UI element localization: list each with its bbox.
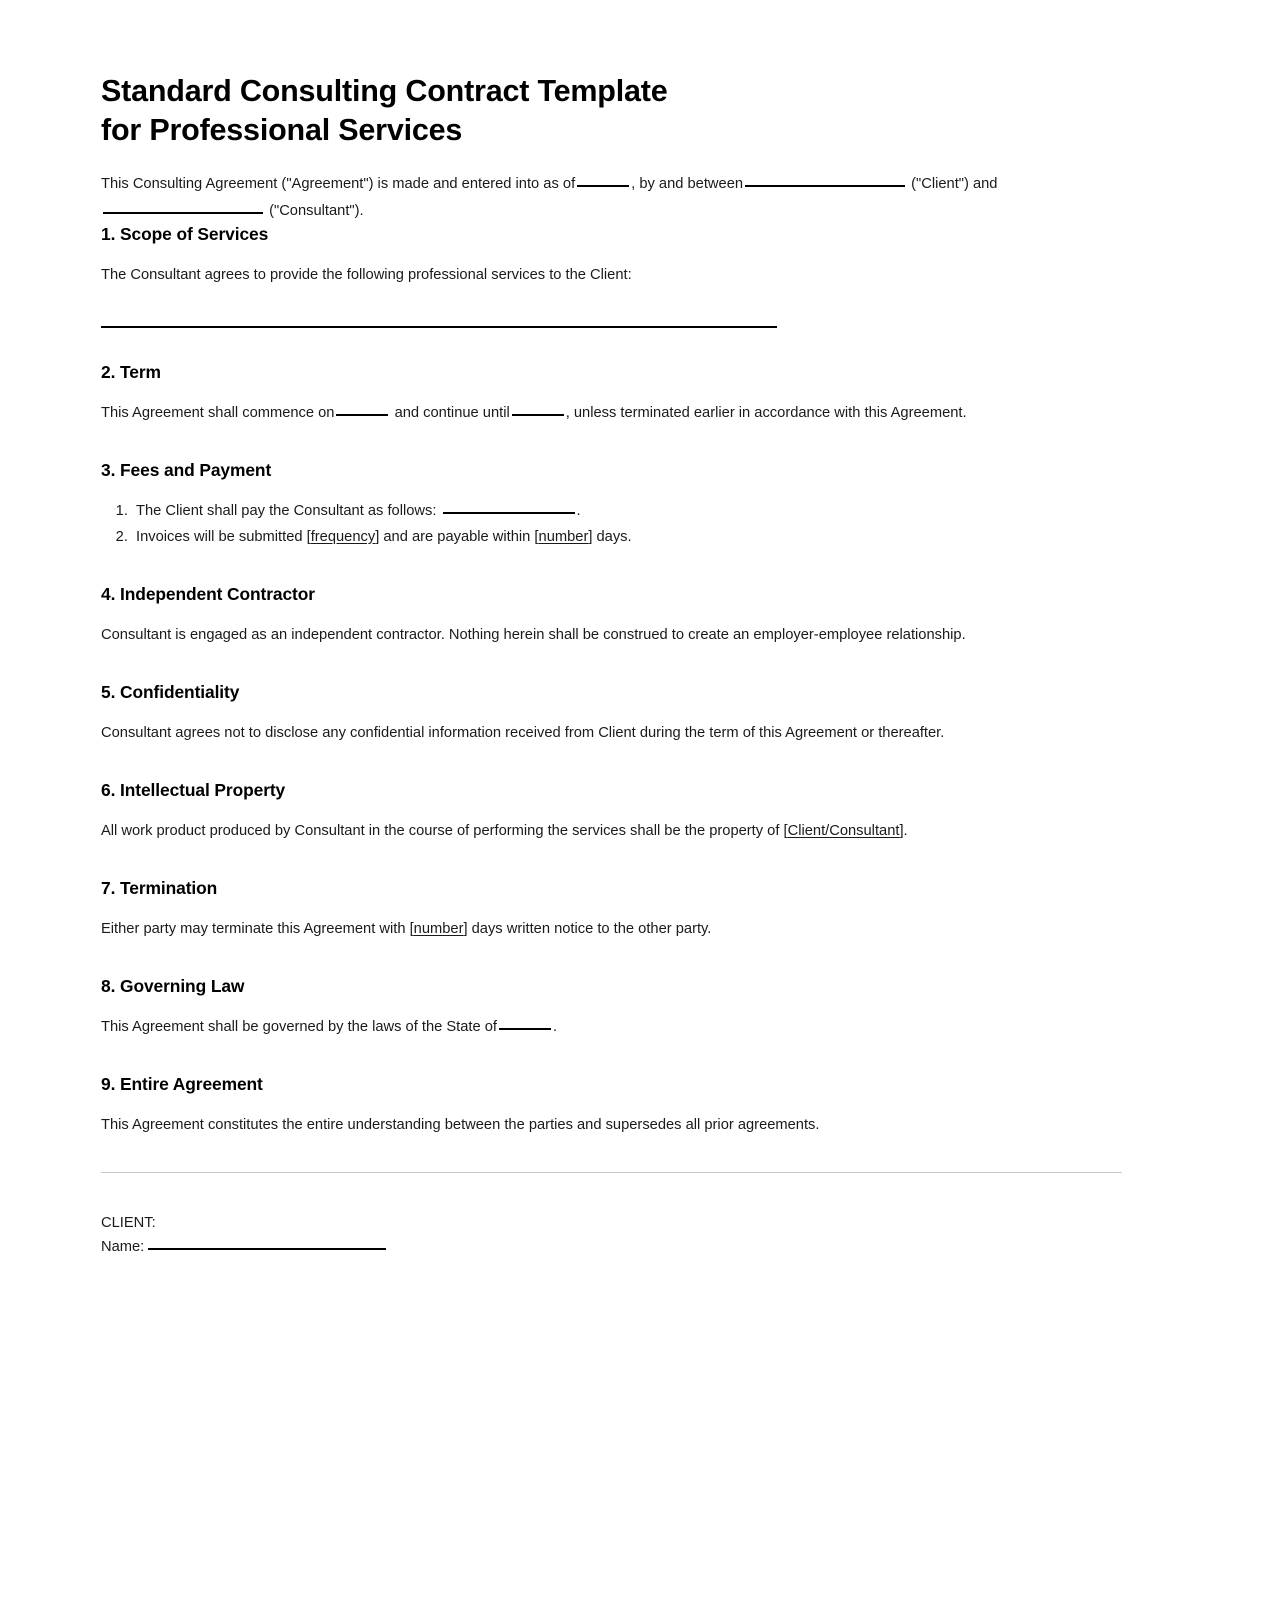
blank-end-date[interactable] — [512, 402, 564, 416]
section-heading-3: 3. Fees and Payment — [101, 459, 272, 480]
name-label: Name: — [101, 1239, 145, 1256]
page-title-line-2: for Professional Services — [101, 112, 463, 147]
section-heading-6: 6. Intellectual Property — [101, 780, 286, 801]
fees-item-2-text-after: ] days. — [588, 528, 632, 545]
list-item — [132, 498, 1123, 524]
section-heading-7: 7. Termination — [101, 878, 218, 899]
term-text-part-1: This Agreement shall commence on — [101, 404, 335, 421]
intro-text-part-4: ("Consultant"). — [269, 202, 364, 219]
page-title-line-1: Standard Consulting Contract Template — [101, 74, 668, 108]
section-body-2 — [101, 400, 1056, 426]
ip-text-part-2: ]. — [899, 822, 908, 839]
intro-paragraph — [101, 171, 1056, 223]
section-body-9: This Agreement constitutes the entire understanding between the parties and supersedes all prior agreements. — [101, 1117, 820, 1134]
section-confidentiality — [101, 682, 1123, 746]
section-heading-9: 9. Entire Agreement — [101, 1074, 263, 1095]
blank-client-signature-name[interactable] — [148, 1236, 386, 1250]
section-heading-8: 8. Governing Law — [101, 976, 245, 997]
blank-effective-date[interactable] — [577, 173, 629, 187]
section-heading-1: 1. Scope of Services — [101, 223, 269, 244]
section-body-1: The Consultant agrees to provide the following professional services to the Client: — [101, 266, 632, 283]
governing-law-text-part-2: . — [552, 1019, 558, 1036]
placeholder-number-days[interactable]: number — [538, 528, 589, 545]
section-heading-4: 4. Independent Contractor — [101, 584, 315, 605]
blank-client-name[interactable] — [745, 173, 905, 187]
list-item — [132, 524, 1123, 550]
section-body-6 — [101, 818, 1056, 844]
fees-item-1-text: The Client shall pay the Consultant as follows: — [136, 502, 437, 519]
fees-list — [101, 498, 1123, 550]
term-text-part-3: , unless terminated earlier in accordance with this Agreement. — [565, 404, 967, 421]
blank-state[interactable] — [499, 1016, 551, 1030]
section-termination — [101, 878, 1123, 942]
section-heading-5: 5. Confidentiality — [101, 682, 240, 703]
section-intellectual-property — [101, 780, 1123, 844]
intro-text-part-3: ("Client") and — [911, 176, 998, 193]
termination-text-part-1: Either party may terminate this Agreement with [ — [101, 921, 414, 937]
section-entire-agreement — [101, 1074, 1123, 1138]
fees-item-1-text-after: . — [576, 502, 581, 519]
intro-text-part-1: This Consulting Agreement ("Agreement") is made and entered into as of — [101, 176, 576, 193]
section-fees-and-payment — [101, 460, 1123, 550]
page-title — [101, 72, 741, 149]
placeholder-ip-owner[interactable]: Client/Consultant — [787, 822, 900, 839]
scope-of-services-write-in-line[interactable] — [101, 326, 777, 328]
fees-item-2-text-middle: ] and are payable within [ — [375, 528, 539, 545]
section-heading-2: 2. Term — [101, 361, 161, 382]
intro-text-part-2: , by and between — [631, 176, 744, 193]
client-label: CLIENT: — [101, 1215, 156, 1232]
section-body-7 — [101, 916, 1056, 942]
section-term — [101, 362, 1123, 426]
placeholder-notice-days[interactable]: number — [413, 921, 464, 937]
section-body-4: Consultant is engaged as an independent contractor. Nothing herein shall be construed to create an employer-employee relationship. — [101, 626, 966, 643]
placeholder-frequency[interactable]: frequency — [310, 528, 376, 545]
ip-text-part-1: All work product produced by Consultant in the course of performing the services shall be the property of [ — [101, 822, 788, 839]
section-scope-of-services — [101, 224, 1123, 328]
termination-text-part-2: ] days written notice to the other party. — [463, 921, 712, 937]
section-body-8 — [101, 1014, 1056, 1040]
client-name-row — [101, 1236, 1123, 1260]
section-body-5: Consultant agrees not to disclose any confidential information received from Client during the term of this Agreement or thereafter. — [101, 724, 945, 741]
signature-divider — [101, 1172, 1122, 1173]
signature-block — [101, 1212, 1123, 1260]
blank-commencement-date[interactable] — [336, 402, 388, 416]
blank-consultant-name[interactable] — [103, 200, 263, 214]
governing-law-text-part-1: This Agreement shall be governed by the laws of the State of — [101, 1019, 497, 1036]
fees-item-2-text-before: Invoices will be submitted [ — [136, 528, 311, 545]
blank-payment-terms[interactable] — [443, 500, 575, 514]
section-independent-contractor — [101, 584, 1123, 648]
term-text-part-2: and continue until — [394, 404, 510, 421]
section-governing-law — [101, 976, 1123, 1040]
